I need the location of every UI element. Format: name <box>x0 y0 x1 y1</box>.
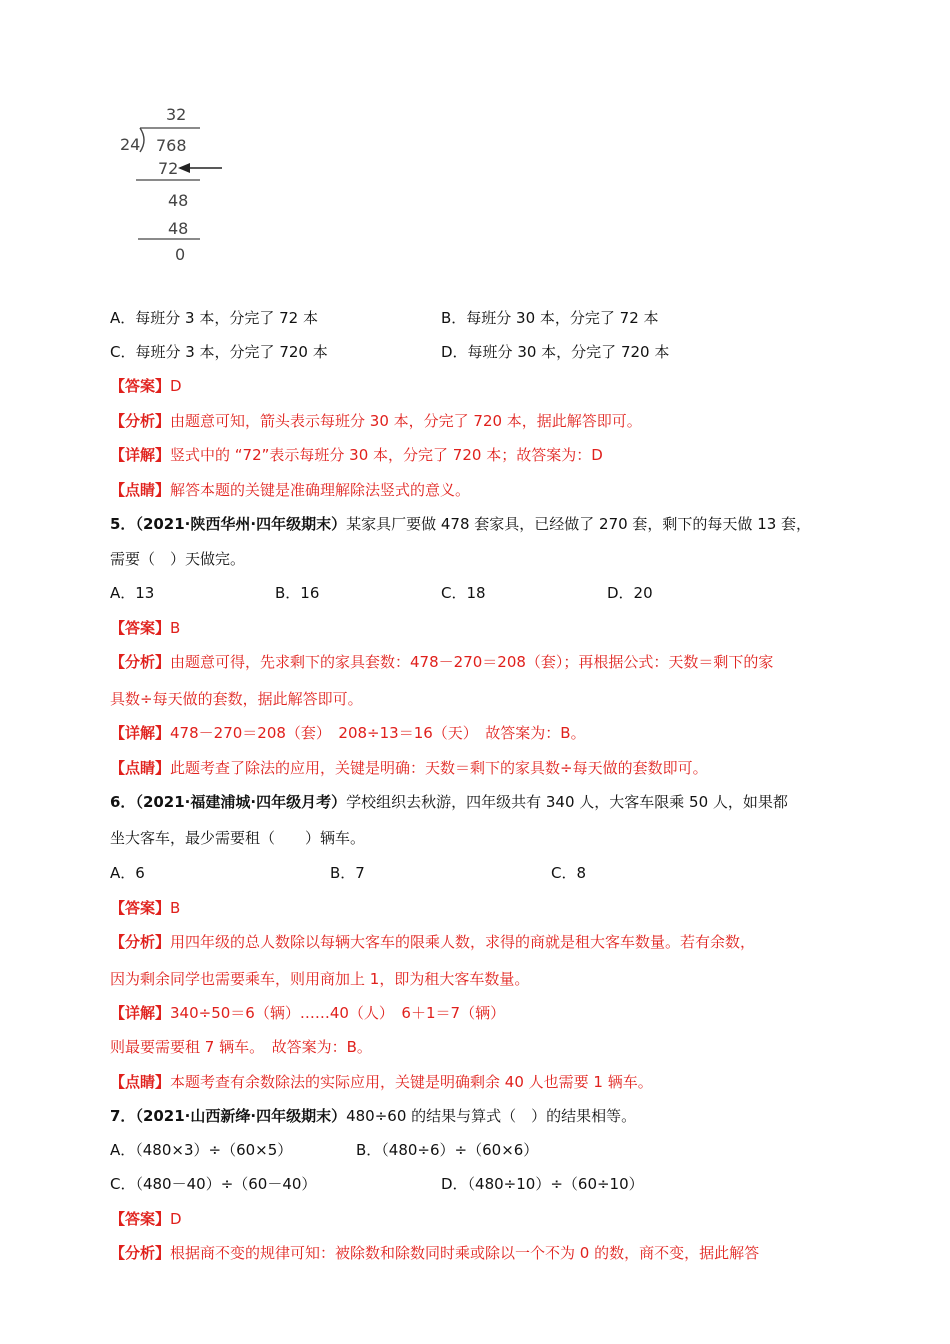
q5-stem: 5．（2021·陕西华州·四年级期末）某家具厂要做 478 套家具，已经做了 270 套，剩下的每天做 13 套， <box>110 515 812 533</box>
q4-option-c: C．每班分 3 本，分完了 720 本 <box>110 343 328 361</box>
q5-option-b: B．16 <box>275 584 320 602</box>
partial-product-72: 72 <box>158 159 179 178</box>
q7-analysis: 【分析】根据商不变的规律可知：被除数和除数同时乘或除以一个不为 0 的数，商不变，据此解答 <box>110 1244 760 1262</box>
q6-option-a: A．6 <box>110 864 145 882</box>
final-remainder: 0 <box>175 245 186 264</box>
q6-detail-line2: 则最要需要租 7 辆车。 故答案为：B。 <box>110 1038 372 1056</box>
partial-remainder-48: 48 <box>168 191 189 210</box>
long-division-figure <box>110 100 250 270</box>
q5-tip: 【点睛】此题考查了除法的应用，关键是明确：天数＝剩下的家具数÷每天做的套数即可。 <box>110 759 708 777</box>
q5-stem-line2: 需要（ ）天做完。 <box>110 550 246 568</box>
q5-analysis: 【分析】由题意可得，先求剩下的家具套数：478－270＝208（套）；再根据公式：天数＝剩下的家 <box>110 653 774 671</box>
q7-stem: 7．（2021·山西新绛·四年级期末）480÷60 的结果与算式（ ）的结果相等。 <box>110 1107 637 1125</box>
q6-stem: 6．（2021·福建浦城·四年级月考）学校组织去秋游，四年级共有 340 人，大客车限乘 50 人，如果都 <box>110 793 788 811</box>
q4-option-b: B．每班分 30 本，分完了 72 本 <box>441 309 659 327</box>
q4-detail: 【详解】竖式中的 “72”表示每班分 30 本，分完了 720 本；故答案为：D <box>110 446 603 464</box>
dividend: 768 <box>156 136 187 155</box>
q6-option-b: B．7 <box>330 864 365 882</box>
q6-analysis: 【分析】用四年级的总人数除以每辆大客车的限乘人数，求得的商就是租大客车数量。若有余数， <box>110 933 756 951</box>
q4-answer: 【答案】D <box>110 377 182 395</box>
q6-analysis-line2: 因为剩余同学也需要乘车，则用商加上 1，即为租大客车数量。 <box>110 970 530 988</box>
q4-option-a: A．每班分 3 本，分完了 72 本 <box>110 309 318 327</box>
q7-option-a: A．（480×3）÷（60×5） <box>110 1141 293 1159</box>
q6-stem-line2: 坐大客车，最少需要租（ ）辆车。 <box>110 829 366 847</box>
q6-detail: 【详解】340÷50＝6（辆）……40（人） 6＋1＝7（辆） <box>110 1004 506 1022</box>
q7-option-d: D．（480÷10）÷（60÷10） <box>441 1175 644 1193</box>
partial-product-48: 48 <box>168 219 189 238</box>
q6-tip: 【点睛】本题考查有余数除法的实际应用，关键是明确剩余 40 人也需要 1 辆车。 <box>110 1073 653 1091</box>
q7-answer: 【答案】D <box>110 1210 182 1228</box>
q6-option-c: C．8 <box>551 864 587 882</box>
q5-option-c: C．18 <box>441 584 486 602</box>
q5-answer: 【答案】B <box>110 619 181 637</box>
q5-analysis-line2: 具数÷每天做的套数，据此解答即可。 <box>110 690 363 708</box>
q4-option-d: D．每班分 30 本，分完了 720 本 <box>441 343 670 361</box>
arrow-icon <box>178 163 222 173</box>
q5-detail: 【详解】478－270＝208（套） 208÷13＝16（天） 故答案为：B。 <box>110 724 586 742</box>
q5-option-a: A．13 <box>110 584 155 602</box>
q5-option-d: D．20 <box>607 584 653 602</box>
q7-option-b: B．（480÷6）÷（60×6） <box>356 1141 539 1159</box>
q4-tip: 【点睛】解答本题的关键是准确理解除法竖式的意义。 <box>110 481 471 499</box>
q7-option-c: C．（480－40）÷（60－40） <box>110 1175 317 1193</box>
q6-answer: 【答案】B <box>110 899 181 917</box>
division-bracket <box>140 128 144 152</box>
quotient: 32 <box>166 105 187 124</box>
divisor: 24 <box>120 135 141 154</box>
q4-analysis: 【分析】由题意可知，箭头表示每班分 30 本，分完了 720 本，据此解答即可。 <box>110 412 642 430</box>
